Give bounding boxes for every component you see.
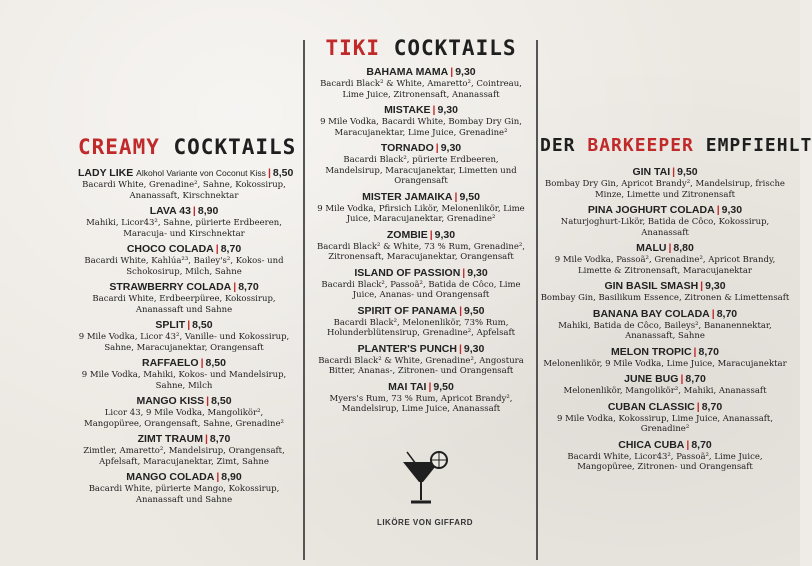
menu-item-price: 9,30	[463, 342, 485, 355]
menu-item-header	[78, 167, 294, 180]
menu-item	[540, 308, 790, 342]
menu-item-header	[315, 267, 527, 280]
tiki-cocktails-section	[315, 36, 527, 419]
menu-item-name: MISTAKE	[384, 104, 431, 116]
tiki-menu-list	[315, 66, 527, 415]
menu-item	[78, 243, 290, 277]
price-separator: |	[216, 471, 220, 483]
menu-item-price: 9,30	[434, 228, 456, 241]
menu-item-description: Bacardi Black², pürierte Erdbeeren, Mandelsirup, Maracujanektar, Limetten und Orangensaft	[325, 155, 517, 186]
price-separator: |	[233, 281, 237, 293]
menu-item-price: 8,70	[716, 307, 738, 320]
creamy-section-title: CREAMY COCKTAILS	[78, 135, 297, 159]
price-separator: |	[187, 319, 191, 331]
menu-item-description: Licor 43, 9 Mile Vodka, Mangolikör², Mangopüree, Orangensaft, Sahne, Grenadine²	[84, 408, 284, 429]
menu-item-name: MANGO KISS	[136, 395, 205, 407]
menu-item-price: 8,50	[192, 319, 213, 331]
menu-item-description: Bacardi Black² & White, Amaretto², Cointreau, Lime Juice, Zitronensaft, Ananassaft	[320, 79, 522, 100]
menu-item-header	[315, 381, 527, 394]
menu-item	[315, 381, 527, 415]
menu-item	[78, 205, 290, 239]
menu-item-price: 8,80	[673, 242, 694, 254]
price-separator: |	[680, 373, 684, 385]
menu-item-header	[78, 281, 290, 294]
menu-item-price: 9,30	[721, 204, 743, 216]
menu-item-name: GIN TAI	[632, 166, 671, 178]
menu-item-header	[78, 471, 290, 484]
menu-item-description: Mahiki, Batida de Côco, Baileys², Bananennektar, Ananassaft, Sahne	[558, 320, 772, 341]
price-separator: |	[429, 228, 433, 241]
menu-item-name: GIN BASIL SMASH	[604, 280, 699, 292]
menu-item	[315, 229, 527, 263]
menu-item-name: ISLAND OF PASSION	[354, 266, 461, 279]
menu-item-description: Bacardi White, Kahlúa²³, Bailey's², Kokos- und Schokosirup, Milch, Sahne	[84, 256, 284, 277]
menu-item	[540, 439, 790, 473]
menu-item	[315, 66, 527, 100]
menu-item-name: MALU	[636, 242, 667, 254]
menu-item-description: Melonenlikör, Mangolikör², Mahiki, Ananassaft	[563, 386, 767, 396]
menu-item-name: MELON TROPIC	[611, 345, 692, 358]
menu-item-name: CUBAN CLASSIC	[607, 400, 695, 413]
price-separator: |	[204, 433, 208, 445]
menu-item-price: 9,30	[455, 66, 476, 78]
menu-item	[540, 280, 790, 304]
price-separator: |	[450, 66, 454, 78]
menu-item-description: Bacardi Black² & White, 73 % Rum, Grenadine², Zitronensaft, Maracujanektar, Orangensaft	[316, 241, 525, 262]
menu-item-price: 9,30	[467, 266, 488, 279]
liqueur-note: LIKÖRE VON GIFFARD	[376, 518, 474, 527]
menu-item-name: TORNADO	[380, 142, 434, 154]
menu-item-description: Mahiki, Licor43², Sahne, pürierte Erdbeeren, Maracuja- und Kirschnektar	[86, 218, 282, 239]
menu-item-description: Bacardi White, pürierte Mango, Kokossirup, Ananassaft und Sahne	[88, 484, 280, 505]
menu-item-header	[540, 308, 790, 321]
price-separator: |	[462, 266, 466, 279]
menu-item-header	[78, 243, 290, 256]
menu-item-name: CHOCO COLADA	[126, 243, 214, 255]
creamy-cocktails-section	[78, 135, 297, 509]
price-separator: |	[668, 242, 672, 254]
menu-item-header	[315, 343, 527, 356]
menu-item	[315, 343, 527, 377]
menu-item-price: 9,50	[677, 166, 698, 178]
menu-item	[78, 471, 290, 505]
menu-item-description: 9 Mile Vodka, Passoã², Grenadine², Apricot Brandy, Limette & Zitronensaft, Maracujanektar	[554, 255, 776, 276]
creamy-menu-list	[78, 167, 294, 505]
price-separator: |	[686, 438, 690, 451]
menu-item	[315, 305, 527, 339]
price-separator: |	[716, 204, 720, 216]
menu-item	[78, 433, 290, 467]
menu-item-header	[78, 357, 290, 370]
menu-item-name: LADY LIKE	[78, 167, 134, 179]
menu-item-price: 8,70	[238, 281, 259, 293]
menu-item-price: 8,70	[220, 243, 242, 255]
menu-item-header	[315, 142, 527, 155]
price-separator: |	[711, 307, 715, 320]
price-separator: |	[458, 342, 462, 355]
menu-item-description: Bacardi White, Grenadine², Sahne, Kokossirup, Ananassaft, Kirschnektar	[82, 180, 286, 201]
menu-item-note: Alkohol Variante von Coconut Kiss	[136, 168, 266, 178]
menu-item-description: 9 Mile Vodka, Licor 43², Vanille- und Kokossirup, Sahne, Maracujanektar, Orangensaft	[78, 332, 290, 353]
menu-item	[540, 204, 790, 238]
menu-item-price: 9,30	[440, 142, 462, 154]
menu-item-description: Bacardi Black², Melonenlikör, 73% Rum, Holunderblütensirup, Grenadine², Apfelsaft	[326, 317, 516, 338]
menu-item-price: 8,70	[701, 400, 723, 413]
menu-item-description: Bombay Gin, Basilikum Essence, Zitronen & Limettensaft	[540, 293, 790, 303]
menu-item-header	[78, 395, 290, 408]
menu-item-header	[315, 104, 527, 117]
menu-item-price: 8,50	[211, 395, 232, 407]
tiki-section-title: TIKI COCKTAILS	[325, 36, 517, 60]
column-divider-left	[303, 40, 305, 560]
menu-item-header	[78, 205, 290, 218]
menu-item	[78, 281, 290, 315]
menu-item-name: LAVA 43	[149, 205, 191, 217]
menu-item	[315, 104, 527, 138]
menu-item-header	[315, 66, 527, 79]
menu-item-name: CHICA CUBA	[618, 438, 685, 451]
menu-item-price: 8,70	[209, 433, 231, 445]
price-separator: |	[459, 304, 463, 317]
menu-item-price: 8,70	[685, 373, 706, 385]
price-separator: |	[192, 205, 196, 217]
menu-item	[540, 373, 790, 397]
menu-item-price: 9,30	[705, 280, 726, 292]
menu-item-price: 9,50	[433, 380, 454, 393]
menu-item-description: Bacardi Black², Passoã², Batida de Côco, Lime Juice, Ananas- und Orangensaft	[321, 279, 521, 300]
menu-item-description: Melonenlikör, 9 Mile Vodka, Lime Juice, Maracujanektar	[543, 358, 787, 369]
menu-item-header	[540, 401, 790, 414]
menu-item-description: 9 Mile Vodka, Pfirsich Likör, Melonenlikör, Lime Juice, Maracujanektar, Grenadine²	[317, 203, 525, 224]
menu-item-description: Bacardi Black² & White, Grenadine², Angostura Bitter, Ananas-, Zitronen- und Orangensaft	[318, 355, 524, 376]
menu-item-name: PINA JOGHURT COLADA	[587, 204, 715, 216]
menu-item-name: ZIMT TRAUM	[137, 433, 203, 445]
price-separator: |	[432, 104, 436, 116]
menu-item-header	[540, 242, 790, 255]
menu-item-header	[540, 280, 790, 293]
menu-item-name: RAFFAELO	[142, 357, 199, 369]
menu-item-name: STRAWBERRY COLADA	[109, 281, 232, 293]
menu-item-header	[540, 439, 790, 452]
menu-item	[315, 142, 527, 187]
menu-item-description: 9 Mile Vodka, Bacardi White, Bombay Dry Gin, Maracujanektar, Lime Juice, Grenadine²	[320, 117, 522, 138]
price-separator: |	[267, 167, 271, 179]
menu-item-name: JUNE BUG	[624, 373, 679, 385]
menu-item	[315, 191, 527, 225]
menu-item-header	[315, 191, 527, 204]
price-separator: |	[435, 142, 439, 154]
menu-item	[540, 346, 790, 370]
menu-item	[78, 357, 290, 391]
menu-item	[78, 319, 290, 353]
menu-item-price: 8,90	[221, 471, 242, 483]
menu-item-name: SPIRIT OF PANAMA	[357, 304, 458, 317]
menu-item-price: 9,50	[459, 190, 480, 203]
menu-item-description: 9 Mile Vodka, Kokossirup, Lime Juice, Ananassaft, Grenadine²	[556, 413, 774, 434]
menu-item-price: 8,50	[272, 167, 294, 179]
menu-item-name: BANANA BAY COLADA	[592, 307, 710, 320]
menu-item-name: PLANTER'S PUNCH	[357, 342, 457, 355]
menu-item-name: SPLIT	[155, 319, 186, 331]
menu-item-name: ZOMBIE	[386, 228, 428, 241]
menu-item-description: Naturjoghurt-Likör, Batida de Côco, Kokossirup, Ananassaft	[560, 217, 770, 238]
menu-item-header	[540, 373, 790, 386]
menu-item-description: Bacardi White, Erdbeerpüree, Kokossirup, Ananassaft und Sahne	[92, 294, 276, 315]
menu-item-name: MANGO COLADA	[126, 471, 215, 483]
menu-item-description: Myers's Rum, 73 % Rum, Apricot Brandy², Mandelsirup, Lime Juice, Ananassaft	[329, 393, 513, 414]
menu-item-price: 8,50	[205, 357, 226, 369]
column-divider-right	[536, 40, 538, 560]
menu-item-price: 8,70	[698, 345, 719, 358]
menu-item-price: 9,50	[464, 304, 485, 317]
menu-item-name: MISTER JAMAIKA	[362, 190, 453, 203]
menu-item	[540, 242, 790, 276]
menu-item-name: MAI TAI	[388, 380, 427, 393]
price-separator: |	[700, 280, 704, 292]
price-separator: |	[428, 380, 432, 393]
menu-item-description: Bacardi White, Licor43², Passoã², Lime Juice, Mangopüree, Zitronen- und Orangensaft	[567, 451, 763, 472]
barkeeper-section	[540, 135, 812, 477]
price-separator: |	[206, 395, 210, 407]
price-separator: |	[696, 400, 700, 413]
menu-item-header	[315, 229, 527, 242]
menu-item-price: 8,90	[197, 205, 219, 217]
menu-item-price: 8,70	[691, 438, 712, 451]
menu-item-header	[78, 433, 290, 446]
barkeeper-section-title: DER BARKEEPER EMPFIEHLT	[540, 135, 812, 156]
barkeeper-menu-list	[540, 166, 790, 473]
price-separator: |	[200, 357, 204, 369]
menu-item-price: 9,30	[437, 104, 458, 116]
menu-item	[78, 395, 290, 429]
menu-item	[315, 267, 527, 301]
menu-item	[540, 401, 790, 435]
menu-item-name: BAHAMA MAMA	[366, 66, 449, 78]
menu-item-description: Zimtler, Amaretto², Mandelsirup, Orangensaft, Apfelsaft, Maracujanektar, Zimt, Sahne	[83, 446, 285, 467]
menu-item-header	[315, 305, 527, 318]
menu-item-description: Bombay Dry Gin, Apricot Brandy², Mandelsirup, frische Minze, Limette und Zitronensaft	[545, 179, 785, 200]
price-separator: |	[672, 166, 676, 178]
menu-item-description: 9 Mile Vodka, Mahiki, Kokos- und Mandelsirup, Sahne, Milch	[81, 370, 287, 391]
price-separator: |	[693, 345, 697, 358]
menu-item-header	[540, 204, 790, 217]
menu-item-header	[78, 319, 290, 332]
cocktail-glass-icon	[395, 450, 455, 510]
menu-item-header	[540, 166, 790, 179]
menu-item	[540, 166, 790, 200]
price-separator: |	[215, 243, 219, 255]
menu-item	[78, 167, 294, 201]
menu-item-header	[540, 346, 790, 359]
price-separator: |	[454, 190, 458, 203]
